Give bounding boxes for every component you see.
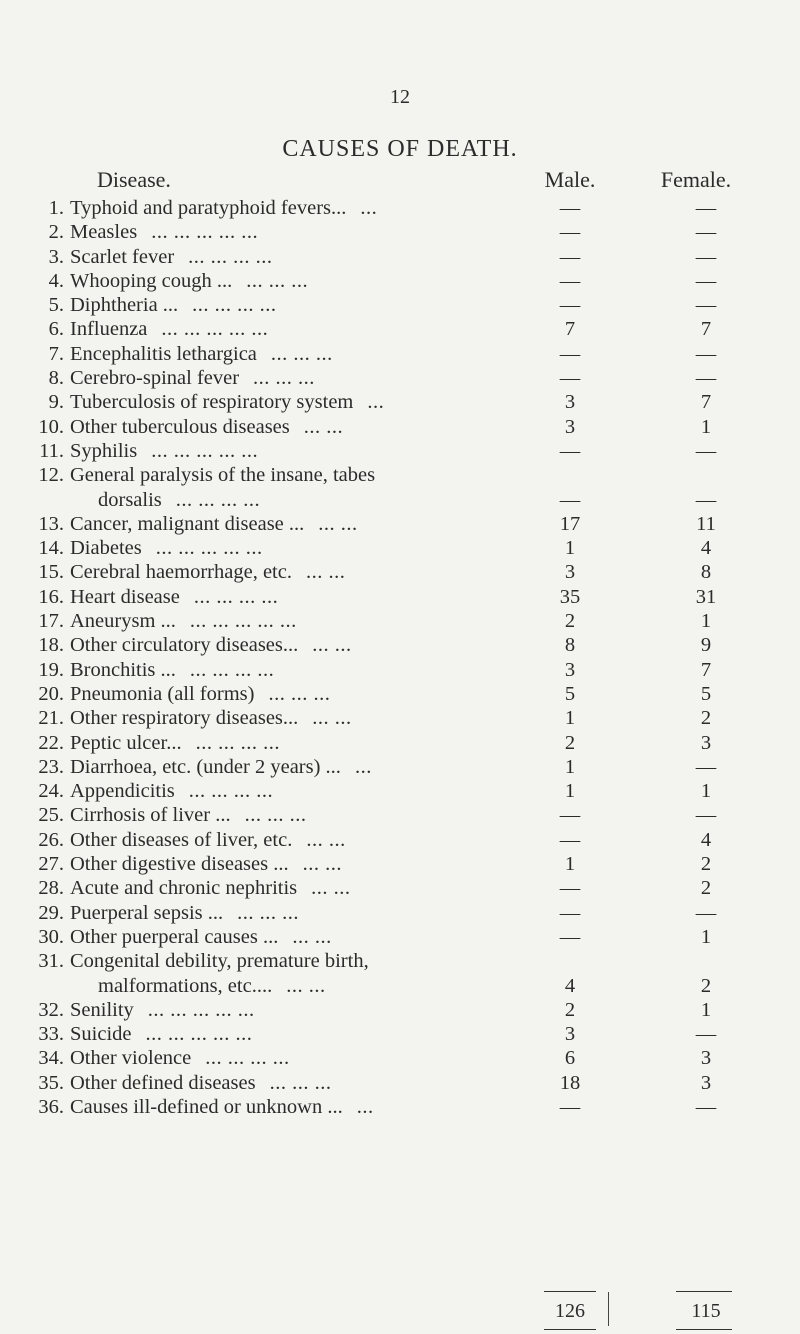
disease-label	[70, 803, 306, 827]
row-number: 24.	[38, 780, 64, 803]
male-count: —	[559, 488, 581, 511]
male-count: —	[559, 439, 581, 462]
disease-label	[70, 196, 377, 220]
disease-label	[70, 658, 274, 682]
female-count: 1	[700, 925, 712, 948]
table-row	[0, 488, 800, 512]
row-number: 4.	[48, 269, 64, 292]
row-number: 16.	[38, 585, 64, 608]
table-row	[0, 366, 800, 390]
table-row	[0, 682, 800, 706]
leader-dots: ... ... ... ... ...	[155, 537, 263, 560]
female-count: —	[695, 439, 717, 462]
leader-dots: ... ...	[312, 707, 352, 730]
disease-name: Measles	[70, 221, 138, 244]
leader-dots: ... ... ... ...	[175, 488, 261, 511]
table-row	[0, 779, 800, 803]
female-count: 11	[696, 512, 716, 535]
disease-label	[70, 633, 352, 657]
female-count: —	[695, 245, 717, 268]
female-count: 2	[700, 877, 712, 900]
table-row	[0, 463, 800, 487]
row-number: 34.	[38, 1047, 64, 1070]
row-number: 11.	[39, 439, 64, 462]
leader-dots: ... ...	[305, 561, 346, 584]
male-count: 2	[564, 731, 576, 754]
female-count: 1	[700, 998, 712, 1021]
male-count: 6	[564, 1047, 576, 1070]
causes-table	[0, 196, 800, 1119]
leader-dots: ... ... ... ...	[188, 245, 273, 268]
table-row	[0, 439, 800, 463]
table-row	[0, 1071, 800, 1095]
disease-name: Encephalitis lethargica	[70, 342, 257, 365]
female-count: —	[695, 488, 717, 511]
disease-name: Suicide	[70, 1023, 132, 1046]
row-number: 22.	[38, 731, 64, 754]
table-row	[0, 269, 800, 293]
leader-dots: ... ... ...	[268, 682, 331, 705]
row-number: 8.	[48, 367, 64, 390]
female-count: —	[695, 197, 717, 219]
total-female: 115	[691, 1300, 721, 1322]
disease-name: Diarrhoea, etc. (under 2 years) ...	[70, 755, 341, 778]
table-row	[0, 803, 800, 827]
disease-label	[70, 998, 255, 1022]
total-male: 126	[555, 1300, 585, 1322]
disease-label	[70, 706, 352, 730]
row-number: 1.	[48, 197, 64, 219]
female-count: —	[695, 804, 717, 827]
disease-label	[70, 901, 299, 925]
leader-dots: ... ... ... ... ...	[161, 318, 269, 341]
disease-name: Other tuberculous diseases	[70, 415, 290, 438]
male-count: —	[559, 269, 581, 292]
row-number: 5.	[48, 294, 64, 317]
row-number: 6.	[48, 318, 64, 341]
table-row	[0, 852, 800, 876]
leader-dots: ... ...	[302, 853, 342, 876]
disease-name: Other violence	[70, 1047, 192, 1070]
table-row	[0, 220, 800, 244]
male-count: 1	[564, 537, 576, 560]
row-number: 26.	[38, 828, 64, 851]
table-row	[0, 755, 800, 779]
female-total-rule-bottom	[676, 1329, 732, 1330]
disease-name: Other defined diseases	[70, 1071, 256, 1094]
disease-name: Heart disease	[70, 585, 180, 608]
table-row	[0, 390, 800, 414]
male-count: 3	[564, 1023, 576, 1046]
male-count: 35	[559, 585, 581, 608]
disease-label	[70, 390, 384, 414]
table-row	[0, 536, 800, 560]
leader-dots: ... ... ... ... ...	[147, 998, 255, 1021]
male-count: 1	[564, 707, 576, 730]
disease-label	[70, 779, 273, 803]
disease-name: Other puerperal causes ...	[70, 925, 279, 948]
leader-dots: ... ... ... ...	[188, 780, 274, 803]
header-male: Male.	[544, 167, 596, 192]
female-count: 1	[700, 610, 712, 633]
table-row	[0, 876, 800, 900]
disease-label	[70, 925, 332, 949]
leader-dots: ... ... ... ... ...	[189, 610, 297, 633]
disease-name: Cirrhosis of liver ...	[70, 804, 231, 827]
disease-label	[70, 439, 258, 463]
table-row	[0, 1022, 800, 1046]
table-row	[0, 609, 800, 633]
disease-label	[70, 755, 372, 779]
row-number: 23.	[38, 755, 64, 778]
row-number: 29.	[38, 901, 64, 924]
male-count: —	[559, 877, 581, 900]
disease-label	[70, 682, 330, 706]
disease-name: Senility	[70, 998, 134, 1021]
leader-dots: ... ... ... ... ...	[151, 221, 259, 244]
disease-label	[70, 512, 358, 536]
male-count: 1	[564, 853, 576, 876]
disease-name: Other respiratory diseases...	[70, 707, 299, 730]
female-count: 2	[700, 707, 712, 730]
disease-name: Aneurysm ...	[70, 610, 176, 633]
table-row	[0, 901, 800, 925]
female-count: 8	[700, 561, 712, 584]
disease-name: Whooping cough ...	[70, 269, 233, 292]
disease-name: Syphilis	[70, 439, 138, 462]
female-count: 3	[700, 1047, 712, 1070]
disease-name: Influenza	[70, 318, 148, 341]
female-count: 1	[700, 415, 712, 438]
male-count: 8	[564, 634, 576, 657]
leader-dots: ... ... ... ...	[192, 294, 277, 317]
disease-name: Causes ill-defined or unknown ...	[70, 1095, 343, 1118]
row-number: 12.	[38, 464, 64, 487]
leader-dots: ...	[354, 755, 372, 778]
leader-dots: ... ...	[318, 512, 358, 535]
disease-name: Diphtheria ...	[70, 294, 179, 317]
page-title: CAUSES OF DEATH.	[282, 136, 518, 162]
table-row	[0, 415, 800, 439]
disease-label	[70, 536, 263, 560]
leader-dots: ... ...	[306, 828, 346, 851]
row-number: 27.	[38, 853, 64, 876]
leader-dots: ... ...	[311, 877, 351, 900]
leader-dots: ... ...	[303, 415, 344, 438]
header-female: Female.	[660, 167, 732, 192]
disease-label	[70, 609, 297, 633]
disease-label	[98, 488, 260, 512]
table-row	[0, 633, 800, 657]
leader-dots: ... ...	[286, 974, 326, 997]
disease-label	[70, 317, 268, 341]
disease-label	[70, 245, 273, 269]
row-number: 25.	[38, 804, 64, 827]
male-count: 4	[564, 974, 576, 997]
disease-label	[70, 342, 333, 366]
leader-dots: ... ... ... ...	[195, 731, 280, 754]
leader-dots: ... ... ...	[237, 901, 300, 924]
female-count: 2	[700, 974, 712, 997]
row-number: 17.	[38, 610, 64, 633]
row-number: 13.	[38, 512, 64, 535]
disease-name: Puerperal sepsis ...	[70, 901, 224, 924]
disease-name: Appendicitis	[70, 780, 175, 803]
row-number: 30.	[38, 925, 64, 948]
disease-name: Tuberculosis of respiratory system	[70, 391, 354, 414]
row-number: 18.	[38, 634, 64, 657]
female-total-rule-top	[676, 1291, 732, 1292]
male-count: 18	[559, 1071, 581, 1094]
disease-name: malformations, etc....	[98, 974, 273, 997]
table-row	[0, 828, 800, 852]
female-count: —	[695, 1023, 717, 1046]
female-count: 3	[700, 731, 712, 754]
disease-name: Peptic ulcer...	[70, 731, 182, 754]
disease-label	[70, 560, 345, 584]
male-count: 2	[564, 610, 576, 633]
table-row	[0, 706, 800, 730]
leader-dots: ... ... ...	[269, 1071, 332, 1094]
disease-name: Pneumonia (all forms)	[70, 682, 255, 705]
disease-name: Other diseases of liver, etc.	[70, 828, 293, 851]
leader-dots: ... ... ... ... ...	[151, 439, 259, 462]
male-count: 3	[564, 391, 576, 414]
table-row	[0, 658, 800, 682]
disease-label	[70, 366, 315, 390]
leader-dots: ... ...	[292, 925, 332, 948]
table-row	[0, 342, 800, 366]
disease-label	[70, 269, 308, 293]
female-count: 9	[700, 634, 712, 657]
male-count: —	[559, 828, 581, 851]
row-number: 33.	[38, 1023, 64, 1046]
disease-name: General paralysis of the insane, tabes	[70, 464, 376, 487]
female-count: —	[695, 221, 717, 244]
disease-label	[70, 828, 346, 852]
row-number: 7.	[48, 342, 64, 365]
female-count: —	[695, 1095, 717, 1118]
leader-dots: ...	[360, 197, 378, 219]
leader-dots: ... ...	[312, 634, 352, 657]
row-number: 32.	[38, 998, 64, 1021]
row-number: 10.	[38, 415, 64, 438]
female-count: —	[695, 294, 717, 317]
table-row	[0, 925, 800, 949]
row-number: 14.	[38, 537, 64, 560]
leader-dots: ... ... ...	[270, 342, 333, 365]
row-number: 35.	[38, 1071, 64, 1094]
male-count: —	[559, 1095, 581, 1118]
male-total-rule-top	[544, 1291, 596, 1292]
disease-label	[70, 220, 258, 244]
disease-name: Bronchitis ...	[70, 658, 176, 681]
leader-dots: ... ... ... ... ...	[145, 1023, 253, 1046]
disease-label	[70, 1095, 374, 1119]
leader-dots: ... ... ...	[244, 804, 307, 827]
female-count: —	[695, 342, 717, 365]
table-row	[0, 1046, 800, 1070]
disease-label	[70, 852, 342, 876]
disease-name: Congenital debility, premature birth,	[70, 950, 369, 973]
disease-name: Scarlet fever	[70, 245, 175, 268]
disease-label	[70, 876, 351, 900]
table-row	[0, 1095, 800, 1119]
female-count: 31	[695, 585, 717, 608]
row-number: 21.	[38, 707, 64, 730]
disease-label	[70, 585, 278, 609]
row-number: 2.	[48, 221, 64, 244]
column-divider	[608, 1292, 609, 1326]
male-count: 3	[564, 415, 576, 438]
leader-dots: ... ... ...	[253, 367, 315, 390]
leader-dots: ...	[356, 1095, 374, 1118]
male-count: —	[559, 197, 581, 219]
disease-label	[70, 731, 280, 755]
female-count: —	[695, 269, 717, 292]
male-count: 3	[564, 561, 576, 584]
leader-dots: ... ... ...	[246, 269, 309, 292]
table-row	[0, 998, 800, 1022]
disease-name: Cancer, malignant disease ...	[70, 512, 305, 535]
female-count: —	[695, 755, 717, 778]
female-count: 7	[700, 318, 712, 341]
leader-dots: ... ... ... ...	[205, 1047, 290, 1070]
table-row	[0, 512, 800, 536]
female-count: 4	[700, 828, 712, 851]
male-count: —	[559, 925, 581, 948]
leader-dots: ... ... ... ...	[193, 585, 279, 608]
disease-name: Cerebral haemorrhage, etc.	[70, 561, 292, 584]
table-row	[0, 731, 800, 755]
disease-label	[98, 974, 326, 998]
male-count: —	[559, 294, 581, 317]
table-row	[0, 293, 800, 317]
male-count: 1	[564, 780, 576, 803]
disease-name: Typhoid and paratyphoid fevers...	[70, 197, 347, 219]
page-number: 12	[390, 86, 410, 108]
table-row	[0, 245, 800, 269]
row-number: 31.	[38, 950, 64, 973]
male-count: 17	[559, 512, 581, 535]
male-count: —	[559, 367, 581, 390]
female-count: 7	[700, 391, 712, 414]
disease-label	[70, 415, 343, 439]
table-row	[0, 949, 800, 973]
leader-dots: ... ... ... ...	[189, 658, 275, 681]
female-count: 7	[700, 658, 712, 681]
row-number: 3.	[48, 245, 64, 268]
disease-name: Cerebro-spinal fever	[70, 367, 240, 390]
row-number: 28.	[38, 877, 64, 900]
male-count: —	[559, 901, 581, 924]
male-count: —	[559, 804, 581, 827]
female-count: 5	[700, 682, 712, 705]
male-count: 1	[564, 755, 576, 778]
female-count: —	[695, 901, 717, 924]
disease-label	[70, 463, 389, 487]
table-row	[0, 974, 800, 998]
row-number: 15.	[38, 561, 64, 584]
male-total-rule-bottom	[544, 1329, 596, 1330]
disease-label	[70, 293, 277, 317]
male-count: 2	[564, 998, 576, 1021]
disease-label	[70, 1071, 331, 1095]
table-row	[0, 317, 800, 341]
male-count: 5	[564, 682, 576, 705]
row-number: 19.	[38, 658, 64, 681]
male-count: —	[559, 221, 581, 244]
table-row	[0, 560, 800, 584]
disease-label	[70, 949, 383, 973]
table-row	[0, 196, 800, 220]
header-disease: Disease.	[97, 167, 171, 192]
disease-name: dorsalis	[98, 488, 162, 511]
row-number: 36.	[38, 1095, 64, 1118]
disease-label	[70, 1022, 252, 1046]
male-count: —	[559, 245, 581, 268]
female-count: 2	[700, 853, 712, 876]
female-count: 3	[700, 1071, 712, 1094]
female-count: —	[695, 367, 717, 390]
male-count: 3	[564, 658, 576, 681]
female-count: 1	[700, 780, 712, 803]
row-number: 9.	[48, 391, 64, 414]
male-count: 7	[564, 318, 576, 341]
disease-name: Acute and chronic nephritis	[70, 877, 298, 900]
disease-label	[70, 1046, 290, 1070]
row-number: 20.	[38, 682, 64, 705]
leader-dots: ...	[367, 391, 385, 414]
table-row	[0, 585, 800, 609]
disease-name: Diabetes	[70, 537, 142, 560]
male-count: —	[559, 342, 581, 365]
female-count: 4	[700, 537, 712, 560]
disease-name: Other circulatory diseases...	[70, 634, 299, 657]
disease-name: Other digestive diseases ...	[70, 853, 289, 876]
